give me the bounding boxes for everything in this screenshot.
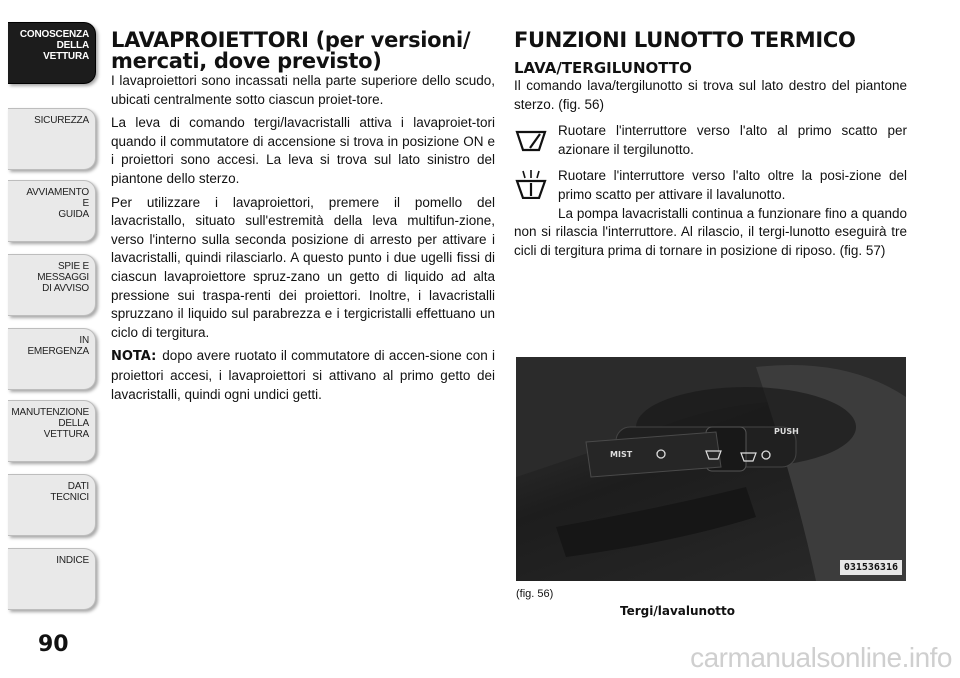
paragraph: La pompa lavacristalli continua a funzionare fino a quando non si rilascia l'interruttore. Al rilascio, il tergi-lunotto eseguirà tre cicli di tergitura prima di tornare in posizione di riposo. (fig. 57) (514, 205, 907, 258)
figure-photo-wiper-stalk (516, 357, 906, 581)
paragraph: La leva di comando tergi/lavacristalli attiva i lavaproiet-tori quando il commutatore di accensione si trova in posizione ON e i proiettori sono accesi. La leva si trova sul lato sinistro del piantone dello sterzo. (111, 115, 495, 186)
figure-code: 031536316 (840, 560, 902, 575)
stalk-mist-label: MIST (610, 450, 633, 459)
section-heading-lavaproiettori: LAVAPROIETTORI (per versioni/ mercati, dove previsto) (111, 28, 471, 73)
instruction-text: Ruotare l'interruttore verso l'alto oltre la posi-zione del primo scatto per attivare il lavalunotto. (558, 168, 907, 202)
page-number: 90 (38, 632, 69, 657)
right-column (514, 30, 907, 265)
instruction-text: Ruotare l'interruttore verso l'alto al primo scatto per azionare il tergilunotto. (558, 123, 907, 157)
tab-sicurezza[interactable]: SICUREZZA (8, 108, 96, 170)
paragraph: Il comando lava/tergilunotto si trova sul lato destro del piantone sterzo. (fig. 56) (514, 78, 907, 112)
note-paragraph (111, 347, 495, 404)
section-heading-lunotto: FUNZIONI LUNOTTO TERMICO (514, 28, 856, 52)
wiper-stalk-illustration (516, 357, 906, 581)
tab-avviamento-e-guida[interactable]: AVVIAMENTO E GUIDA (8, 180, 96, 242)
left-column (111, 30, 495, 409)
instruction-rear-wiper (514, 122, 907, 159)
tab-dati-tecnici[interactable]: DATI TECNICI (8, 474, 96, 536)
rear-wiper-icon (514, 124, 548, 154)
tab-spie-e-messaggi[interactable]: SPIE E MESSAGGI DI AVVISO (8, 254, 96, 316)
paragraph: I lavaproiettori sono incassati nella parte superiore dello scudo, ubicati centralmente sotto ciascun proiet-tore. (111, 73, 495, 107)
subheading-lava-tergilunotto: LAVA/TERGILUNOTTO (514, 59, 692, 77)
tab-conoscenza-della-vettura[interactable]: CONOSCENZA DELLA VETTURA (8, 22, 96, 84)
tab-indice[interactable]: INDICE (8, 548, 96, 610)
note-text: dopo avere ruotato il commutatore di accen-sione con i proiettori accesi, i lavaproiettori si attivano al primo getto dei lavacristalli, quindi ogni undici getti. (111, 348, 495, 402)
watermark: carmanualsonline.info (690, 642, 952, 673)
tab-in-emergenza[interactable]: IN EMERGENZA (8, 328, 96, 390)
figure-caption: Tergi/lavalunotto (620, 604, 736, 618)
instruction-rear-washer (514, 167, 907, 204)
paragraph: Per utilizzare i lavaproiettori, premere il pomello del lavacristallo, situato sull'estremità della leva multifun-zione, verso l'interno sulla seconda posizione di arresto per attivare i lavacristalli, quindi rilasciarlo. A questo punto i due ugelli fissi di ciascun lavaproiettore spruz-zano un getto di liquido ad alta pressione sui traspa-renti dei proiettori. Inoltre, i lavacristalli spruzzano il liquido sul parabrezza e i tergicristalli effettuano un ciclo di tergitura. (111, 194, 495, 340)
rear-washer-icon (514, 169, 548, 199)
stalk-push-label: PUSH (774, 427, 799, 436)
note-label: NOTA: (111, 349, 157, 365)
figure-label: (fig. 56) (516, 588, 554, 600)
tab-manutenzione[interactable]: MANUTENZIONE DELLA VETTURA (8, 400, 96, 462)
